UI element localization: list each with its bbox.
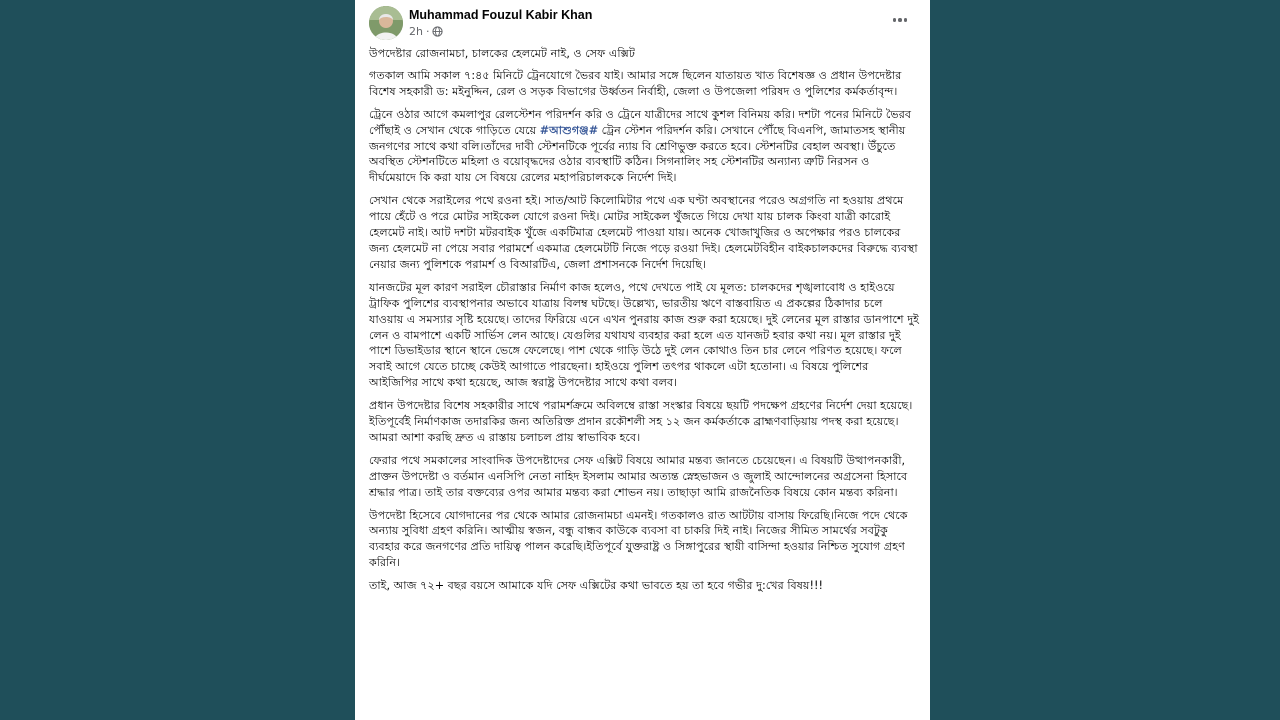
paragraph-text: ট্রেন স্টেশন পরিদর্শন করি। সেখানে পৌঁছে বিএনপি, জামাতসহ স্থানীয় জনগণের সাথে কথা বলি।তাঁদের দাবী স্টেশনটিকে পূর্বের ন্যায় বি শ্রেণিভুক্ত করতে হবে। স্টেশনটির বেহাল অবস্থা। উঁচুতে অবস্থিত স্টেশনটিতে মহিলা ও বয়োবৃদ্ধদের ওঠার ব্যবস্থাটি কঠিন। সিগনালিং সহ স্টেশনটির অন্যান্য ত্রুটি নিরসন ও দীর্ঘমেয়াদে কি করা যায় সে বিষয়ে রেলের মহাপরিচালককে নির্দেশ দিই। bbox=[369, 123, 906, 185]
post-time[interactable]: 2h bbox=[409, 25, 423, 38]
post-body bbox=[369, 46, 919, 601]
more-options-icon[interactable] bbox=[890, 12, 910, 28]
post-paragraph-6: ফেরার পথে সমকালের সাংবাদিক উপদেষ্টাদের সেফ এক্সিট বিষয়ে আমার মন্তব্য জানতে চেয়েছেন। এ বিষয়টি উত্থাপনকারী, প্রাক্তন উপদেষ্টা ও বর্তমান এনসিপি নেতা নাহিদ ইসলাম আমার অত্যন্ত স্নেহভাজন ও জুলাই আন্দোলনের অগ্রসেনা হিসাবে শ্রদ্ধার পাত্র। তাই তার বক্তব্যের ওপর আমার মন্তব্য করা শোভন নয়। তাছাড়া আমি রাজনৈতিক বিষয়ে কোন মন্তব্য করিনা। bbox=[369, 453, 908, 499]
post-card bbox=[355, 0, 930, 720]
post-paragraph-7: উপদেষ্টা হিসেবে যোগদানের পর থেকে আমার রোজনামচা এমনই। গতকালও রাত আটটায় বাসায় ফিরেছি।নিজে পদে থেকে অন্যায় সুবিধা গ্রহণ করিনি। আত্মীয় স্বজন, বন্ধু বান্ধব কাউকে ব্যবসা বা চাকরি দিই নাই। নিজের সীমিত সামর্থের সবটুকু ব্যবহার করে জনগণের প্রতি দায়িত্ব পালন করেছি।ইতিপূর্বে যুক্তরাষ্ট্র ও সিঙ্গাপুরের স্থায়ী বাসিন্দা হওয়ার নিশ্চিত সুযোগ গ্রহণ করিনি। bbox=[369, 508, 908, 570]
post-title: উপদেষ্টার রোজনামচা, চালকের হেলমেট নাই, ও সেফ এক্সিট bbox=[369, 47, 635, 60]
post-paragraph-3: সেখান থেকে সরাইলের পথে রওনা হই। সাত/আট কিলোমিটার পথে এক ঘণ্টা অবস্থানের পরেও অগ্রগতি না হওয়ায় প্রথমে পায়ে হেঁটে ও পরে মোটর সাইকেল যোগে রওনা দিই। মোটর সাইকেল খুঁজতে গিয়ে দেখা যায় চালক কিংবা যাত্রী কারোই হেলমেট নাই। আট দশটা মটরবাইক খুঁজে একটিমাত্র হেলমেট পাওয়া যায়। অনেক খোজাখুজির ও অপেক্ষার পরও চালকের জন্য হেলমেট না পেয়ে সবার পরামর্শে একমাত্র হেলমেটটি নিজে পড়ে রওয়া দিই। হেলমেটবিহীন বাইকচালকদের বিরুদ্ধে ব্যবস্থা নেয়ার জন্য পুলিশকে পরামর্শ ও বিআরটিএ, জেলা প্রশাসনকে নির্দেশ দিয়েছি। bbox=[369, 194, 918, 271]
hashtag-link[interactable]: #আশুগঞ্জ# bbox=[539, 123, 599, 137]
post-paragraph-1: গতকাল আমি সকাল ৭:৪৫ মিনিটে ট্রেনযোগে ভৈরব যাই। আমার সঙ্গে ছিলেন যাতায়ত খাত বিশেষজ্ঞ ও প্রধান উপদেষ্টার বিশেষ সহকারী ড: মইনুদ্দিন, রেল ও সড়ক বিভাগের উর্ধ্বতন নির্বাহী, জেলা ও উপজেলা পরিষদ ও পুলিশের কর্মকর্তাবৃন্দ। bbox=[369, 68, 902, 98]
paragraph-text: ট্রেনে ওঠার আগে কমলাপুর রেলস্টেশন পরিদর্শন করি ও ট্রেনে যাত্রীদের সাথে কুশল বিনিময় করি। দশটা পনের মিনিটে ভৈরব পৌঁছাই ও সেখান থেকে গাড়িতে যেয়ে bbox=[369, 107, 912, 137]
globe-icon bbox=[432, 26, 443, 37]
post-paragraph-5: প্রধান উপদেষ্টার বিশেষ সহকারীর সাথে পরামর্শক্রমে অবিলম্বে রাস্তা সংস্কার বিষয়ে ছয়টি পদক্ষেপ গ্রহণের নির্দেশ দেয়া হয়েছে। ইতিপূর্বেই নির্মাণকাজ তদারকির জন্য অতিরিক্ত প্রদান রকৌশলী সহ ১২ জন কর্মকর্তাকে ব্রাহ্মণবাড়িয়ায় পদস্থ করা হয়েছে। আমরা আশা করছি দ্রুত এ রাস্তায় চলাচল প্রায় স্বাভাবিক হবে। bbox=[369, 399, 913, 444]
avatar[interactable] bbox=[369, 6, 403, 40]
avatar-photo bbox=[369, 6, 403, 40]
post-paragraph-8: তাই, আজ ৭২+ বছর বয়সে আমাকে যদি সেফ এক্সিটের কথা ভাবতে হয় তা হবে গভীর দু:খের বিষয়!!! bbox=[369, 579, 823, 593]
post-paragraph-4: যানজটের মূল কারণ সরাইল চৌরাস্তার নির্মাণ কাজ হলেও, পথে দেখতে পাই যে মূলত: চালকদের শৃঙ্খলাবোধ ও হাইওয়ে ট্রাফিক পুলিশের ব্যবস্থাপনার অভাবে যাত্রায় বিলম্ব ঘটছে। উল্লেখ্য, ভারতীয় ঋণে বাস্তবায়িত এ প্রকল্পের ঠিকাদার চলে যাওয়ায় এ সমস্যার সৃষ্টি হয়েছে। তাদের ফিরিয়ে এনে এখন পুনরায় কাজ শুরু করা হয়েছে। দুই লেনের মূল রাস্তার ডানপাশে দুই লেন ও বামপাশে একটি সার্ভিস লেন আছে। যেগুলির যথাযথ ব্যবহার করা হলে এত যানজট হবার কথা নয়। মূল রাস্তার দুই পাশে ডিভাইডার স্থানে স্থানে ভেঙ্গে ফেলেছে। পাশ থেকে গাড়ি উঠে দুই লেন কোথাও তিন চার লেনে পরিণত হয়েছে। ফলে সবাই আগে যেতে চাচ্ছে কেউই আগাতে পারছেনা। হাইওয়ে পুলিশ তৎপর থাকলে এটা হতোনা। এ বিষয়ে পুলিশের আইজিপির সাথে কথা হয়েছে, আজ স্বরাষ্ট্র উপদেষ্টার সাথে কথা বলব। bbox=[369, 280, 919, 390]
post-paragraph-2 bbox=[369, 107, 919, 187]
post-meta: 2h · bbox=[409, 25, 443, 38]
post-header bbox=[369, 6, 916, 40]
author-name[interactable]: Muhammad Fouzul Kabir Khan bbox=[409, 8, 593, 22]
